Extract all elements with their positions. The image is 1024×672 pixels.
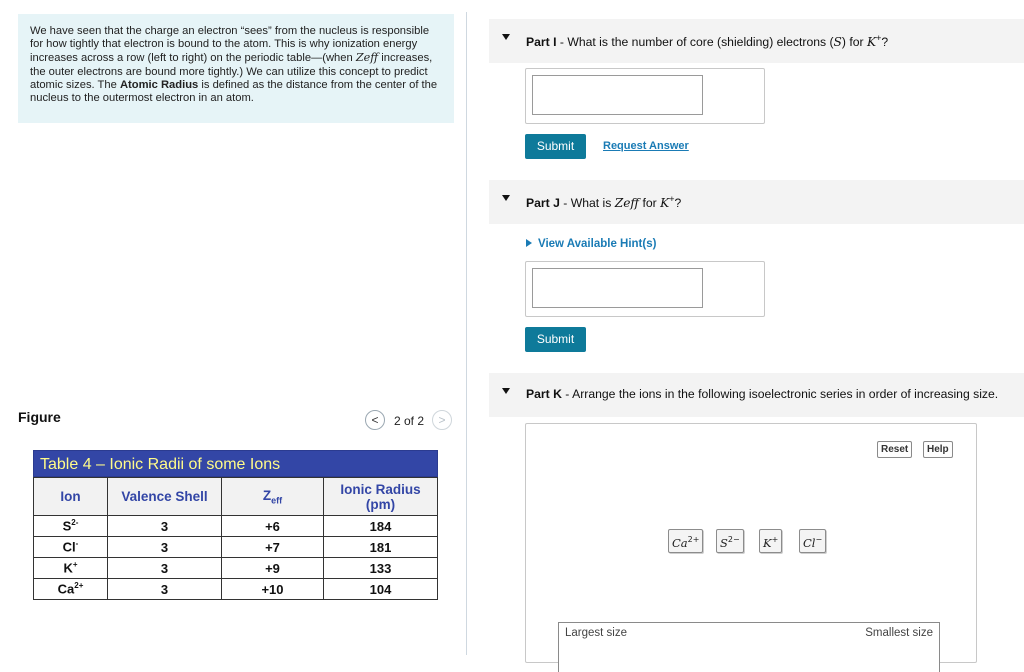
- ranking-widget: [525, 423, 977, 663]
- table-row: [34, 537, 438, 558]
- expand-triangle-icon: [526, 239, 532, 247]
- collapse-triangle-icon[interactable]: [502, 388, 510, 394]
- part-j-answer-frame: [525, 261, 765, 317]
- cell-radius: 184: [324, 516, 438, 537]
- ion-tile-clminus[interactable]: Cl−: [799, 529, 826, 553]
- ion-tile-kplus[interactable]: K+: [759, 529, 782, 553]
- cell-ion: K+: [34, 558, 108, 579]
- cell-ion: $Ca^{2+}$: [34, 579, 108, 600]
- part-j-title: Part J - What is Zeff for K+?: [526, 194, 682, 211]
- previous-figure-button[interactable]: <: [365, 410, 385, 430]
- cell-valence: 3: [108, 579, 222, 600]
- ion-tile-ca2plus[interactable]: $Ca^{2+}$: [668, 529, 703, 553]
- figure-label: Figure: [18, 409, 61, 425]
- cell-zeff: +7: [222, 537, 324, 558]
- cell-valence: 3: [108, 537, 222, 558]
- header-ion: Ion: [34, 478, 108, 516]
- header-zeff: [222, 478, 324, 516]
- cell-zeff: +6: [222, 516, 324, 537]
- part-i-answer-frame: [525, 68, 765, 124]
- collapse-triangle-icon[interactable]: [502, 34, 510, 40]
- part-j-answer-input[interactable]: [532, 268, 703, 308]
- cell-zeff: +10: [222, 579, 324, 600]
- next-figure-button[interactable]: >: [432, 410, 452, 430]
- ion-tile-s2minus[interactable]: $S^{2-}$: [716, 529, 744, 553]
- cell-radius: 104: [324, 579, 438, 600]
- header-valence-shell: Valence Shell: [108, 478, 222, 516]
- header-zeff-sub: eff: [271, 495, 283, 506]
- largest-size-label: Largest size: [565, 627, 628, 639]
- intro-text-part1: We have seen that the charge an electron “sees” from the nucleus is responsible for how tightly that electron is bound to the atom. This is why ionization energy increases across a row (left to right) on the periodic table—(when: [30, 25, 430, 65]
- view-hints-link[interactable]: View Available Hint(s): [526, 238, 656, 250]
- table-title: Table 4 – Ionic Radii of some Ions: [33, 450, 438, 477]
- help-button[interactable]: Help: [923, 441, 953, 458]
- cell-valence: 3: [108, 558, 222, 579]
- header-zeff-main: Z: [262, 487, 272, 503]
- figure-page-indicator: 2 of 2: [394, 414, 425, 428]
- ranking-drop-zone[interactable]: [558, 622, 940, 672]
- table-row: [34, 558, 438, 579]
- reset-button[interactable]: Reset: [877, 441, 912, 458]
- collapse-triangle-icon[interactable]: [502, 195, 510, 201]
- intro-text-part2: increases, the outer electrons are bound more tightly.) We can utilize this concept to predict atomic sizes. The: [30, 52, 433, 91]
- ionic-radii-table: [33, 477, 438, 600]
- part-k-title: Part K - Arrange the ions in the following isoelectronic series in order of increasing size.: [526, 387, 999, 401]
- pane-divider: [466, 12, 467, 655]
- table-header-row: [34, 478, 438, 516]
- part-j-submit-button[interactable]: Submit: [525, 327, 586, 352]
- cell-ion: Cl-: [34, 537, 108, 558]
- cell-radius: 133: [324, 558, 438, 579]
- header-ionic-radius: Ionic Radius (pm): [324, 478, 438, 516]
- table-row: [34, 516, 438, 537]
- part-j-header[interactable]: [489, 180, 1024, 224]
- intro-text-part3: is defined as the distance from the center of the nucleus to the outermost electron in an atom.: [30, 78, 438, 105]
- smallest-size-label: Smallest size: [865, 627, 933, 639]
- table-row: [34, 579, 438, 600]
- cell-valence: 3: [108, 516, 222, 537]
- part-i-answer-input[interactable]: [532, 75, 703, 115]
- request-answer-link[interactable]: Request Answer: [603, 140, 689, 152]
- part-i-submit-button[interactable]: Submit: [525, 134, 586, 159]
- zeff-symbol: Zeff: [355, 51, 379, 65]
- cell-radius: 181: [324, 537, 438, 558]
- intro-text-box: [18, 14, 454, 123]
- part-i-title: Part I - What is the number of core (shielding) electrons (S) for K+?: [526, 33, 889, 50]
- part-k-header[interactable]: [489, 373, 1024, 417]
- atomic-radius-term: Atomic Radius: [119, 78, 199, 91]
- part-i-header[interactable]: [489, 19, 1024, 63]
- ionic-radii-figure: [33, 450, 438, 600]
- cell-ion: $S^{2-}$: [34, 516, 108, 537]
- cell-zeff: +9: [222, 558, 324, 579]
- left-pane: [0, 0, 466, 655]
